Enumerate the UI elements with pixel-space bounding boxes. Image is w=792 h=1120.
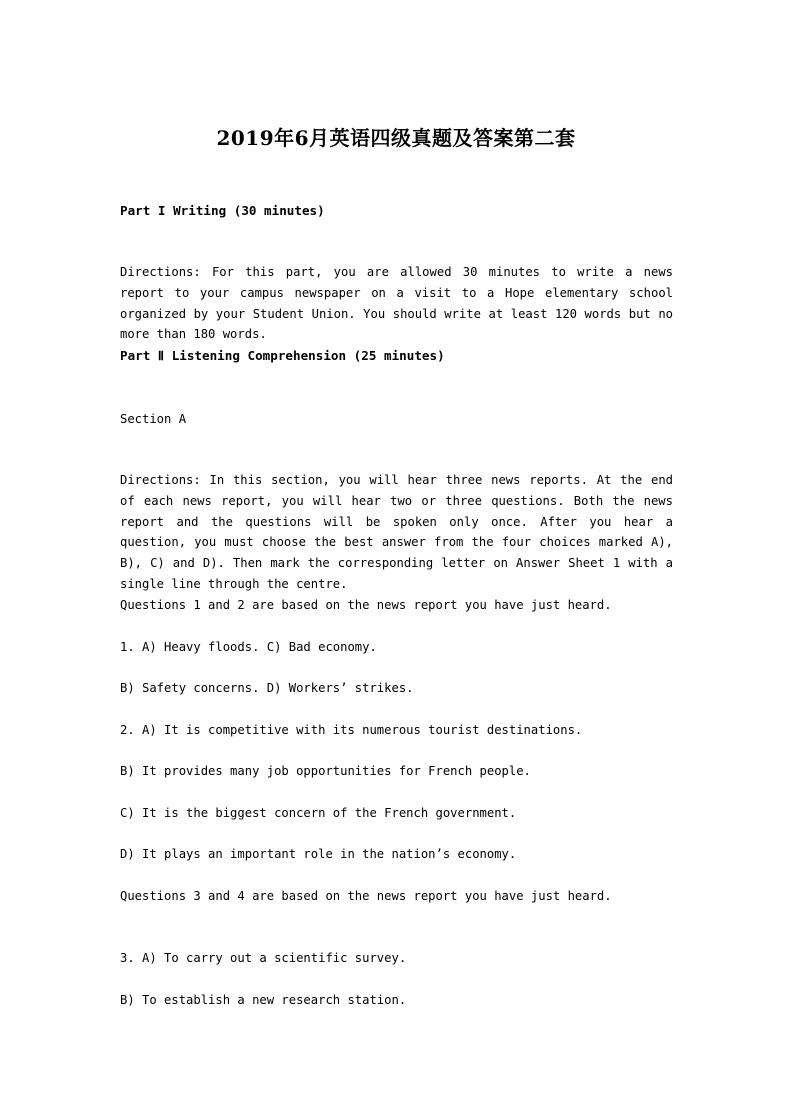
question-2-option-b: B) It provides many job opportunities for French people. [120,764,531,778]
question-3-option-b: B) To establish a new research station. [120,993,407,1007]
part1-directions: Directions: For this part, you are allowed 30 minutes to write a news report to your campus newspaper on a visit to a Hope elementary school organized by your Student Union. You should write at least 120 words but no more than 180 words. [120,265,673,342]
question-2-option-c: C) It is the biggest concern of the French government. [120,806,517,820]
document-title: 2019年6月英语四级真题及答案第二套 [216,126,576,150]
question-2-option-d: D) It plays an important role in the nation’s economy. [120,847,517,861]
part1-heading: Part I Writing (30 minutes) [120,203,325,218]
section-a-label: Section A [120,412,187,426]
question-3-option-a: 3. A) To carry out a scientific survey. [120,951,407,965]
question-2-option-a: 2. A) It is competitive with its numerous tourist destinations. [120,723,583,737]
questions-3-4-intro: Questions 3 and 4 are based on the news report you have just heard. [120,889,612,903]
question-1-options-ac: 1. A) Heavy floods. C) Bad economy. [120,640,377,654]
part2-heading: Part Ⅱ Listening Comprehension (25 minutes) [120,348,445,363]
questions-1-2-intro: Questions 1 and 2 are based on the news report you have just heard. [120,598,612,612]
question-1-options-bd: B) Safety concerns. D) Workers’ strikes. [120,681,414,695]
section-a-directions: Directions: In this section, you will hear three news reports. At the end of each news report, you will hear two or three questions. Both the news report and the questions will be spoken only once. After you hear a question, you must choose the best answer from the four choices marked A), B), C) and D). Then mark the corresponding letter on Answer Sheet 1 with a single line through the centre. [120,473,673,591]
